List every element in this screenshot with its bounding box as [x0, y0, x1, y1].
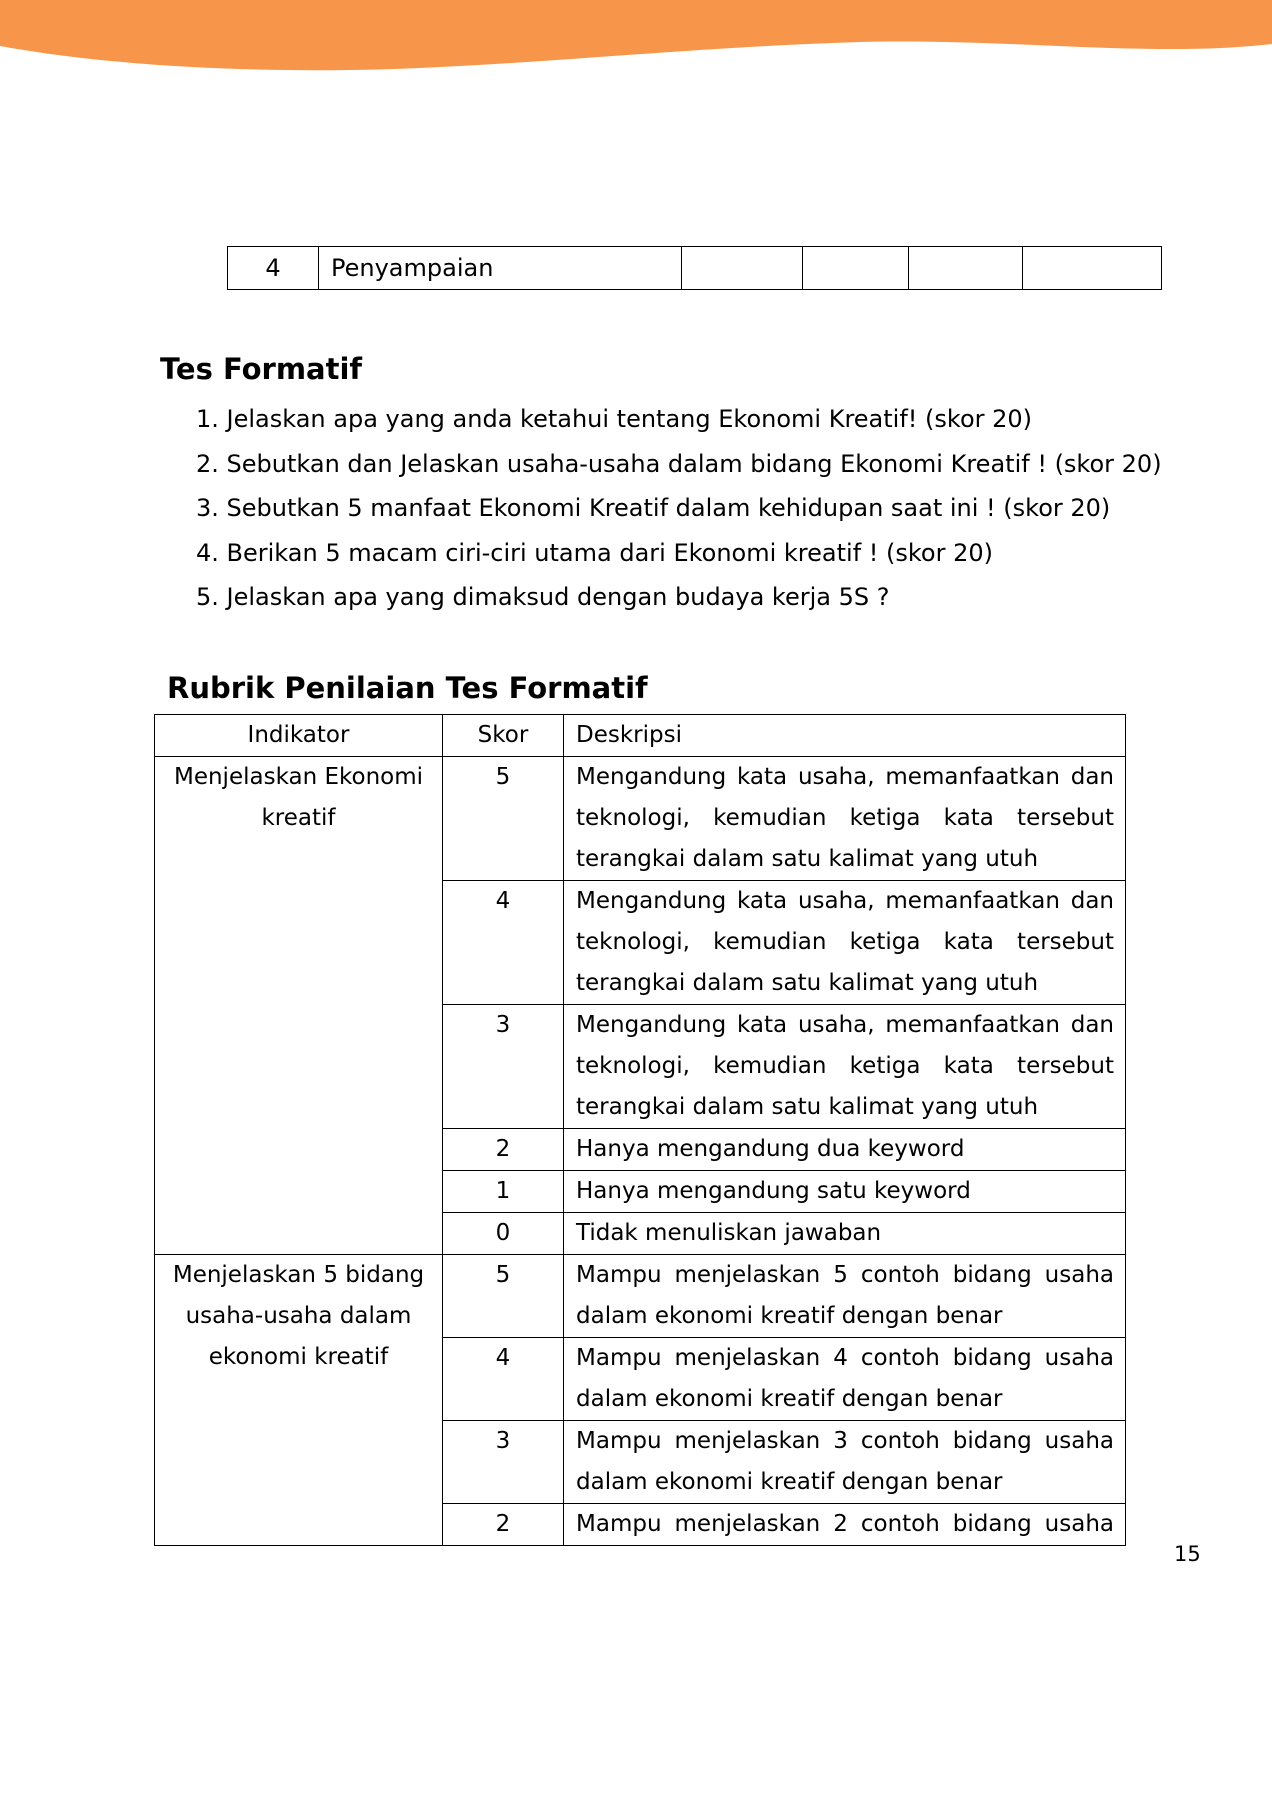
deskripsi-cell: Hanya mengandung dua keyword [564, 1129, 1126, 1171]
table-row [155, 1255, 1126, 1338]
question-item: 4. Berikan 5 macam ciri-ciri utama dari Ekonomi kreatif ! (skor 20) [196, 538, 994, 567]
deskripsi-cell: Mengandung kata usaha, memanfaatkan dan teknologi, kemudian ketiga kata tersebut terangkai dalam satu kalimat yang utuh [564, 881, 1126, 1005]
deskripsi-cell: Mampu menjelaskan 3 contoh bidang usaha dalam ekonomi kreatif dengan benar [564, 1421, 1126, 1504]
table-row [228, 247, 1162, 290]
question-list [196, 397, 1162, 620]
table-row [155, 757, 1126, 881]
deskripsi-cell: Mampu menjelaskan 4 contoh bidang usaha dalam ekonomi kreatif dengan benar [564, 1338, 1126, 1421]
empty-cell [682, 247, 803, 290]
indikator-cell: Menjelaskan 5 bidang usaha-usaha dalam ekonomi kreatif [155, 1255, 443, 1546]
skor-cell: 2 [443, 1129, 564, 1171]
header-wave-decoration [0, 0, 1272, 90]
skor-cell: 5 [443, 1255, 564, 1338]
row-label: Penyampaian [319, 247, 682, 290]
question-item: 2. Sebutkan dan Jelaskan usaha-usaha dalam bidang Ekonomi Kreatif ! (skor 20) [196, 449, 1162, 478]
empty-cell [909, 247, 1023, 290]
page-number: 15 [1174, 1542, 1201, 1566]
deskripsi-cell: Mampu menjelaskan 5 contoh bidang usaha dalam ekonomi kreatif dengan benar [564, 1255, 1126, 1338]
empty-cell [1023, 247, 1162, 290]
question-item: 5. Jelaskan apa yang dimaksud dengan budaya kerja 5S ? [196, 583, 890, 611]
deskripsi-cell: Mampu menjelaskan 2 contoh bidang usaha [564, 1504, 1126, 1546]
column-header-skor: Skor [443, 715, 564, 757]
skor-cell: 4 [443, 881, 564, 1005]
rubrik-title: Rubrik Penilaian Tes Formatif [167, 671, 648, 705]
skor-cell: 4 [443, 1338, 564, 1421]
empty-cell [803, 247, 909, 290]
indikator-cell: Menjelaskan Ekonomi kreatif [155, 757, 443, 1255]
row-number: 4 [228, 247, 319, 290]
tes-formatif-title: Tes Formatif [160, 352, 363, 386]
table-header-row [155, 715, 1126, 757]
column-header-indikator: Indikator [155, 715, 443, 757]
skor-cell: 2 [443, 1504, 564, 1546]
deskripsi-cell: Hanya mengandung satu keyword [564, 1171, 1126, 1213]
skor-cell: 1 [443, 1171, 564, 1213]
deskripsi-cell: Mengandung kata usaha, memanfaatkan dan teknologi, kemudian ketiga kata tersebut terangkai dalam satu kalimat yang utuh [564, 757, 1126, 881]
skor-cell: 3 [443, 1421, 564, 1504]
column-header-deskripsi: Deskripsi [564, 715, 1126, 757]
rubrik-table [154, 714, 1126, 1546]
question-item: 1. Jelaskan apa yang anda ketahui tentang Ekonomi Kreatif! (skor 20) [196, 405, 1033, 433]
deskripsi-cell: Mengandung kata usaha, memanfaatkan dan teknologi, kemudian ketiga kata tersebut terangkai dalam satu kalimat yang utuh [564, 1005, 1126, 1129]
question-item: 3. Sebutkan 5 manfaat Ekonomi Kreatif dalam kehidupan saat ini ! (skor 20) [196, 494, 1111, 522]
deskripsi-cell: Tidak menuliskan jawaban [564, 1213, 1126, 1255]
skor-cell: 3 [443, 1005, 564, 1129]
skor-cell: 0 [443, 1213, 564, 1255]
top-table-continuation [227, 246, 1162, 290]
skor-cell: 5 [443, 757, 564, 881]
